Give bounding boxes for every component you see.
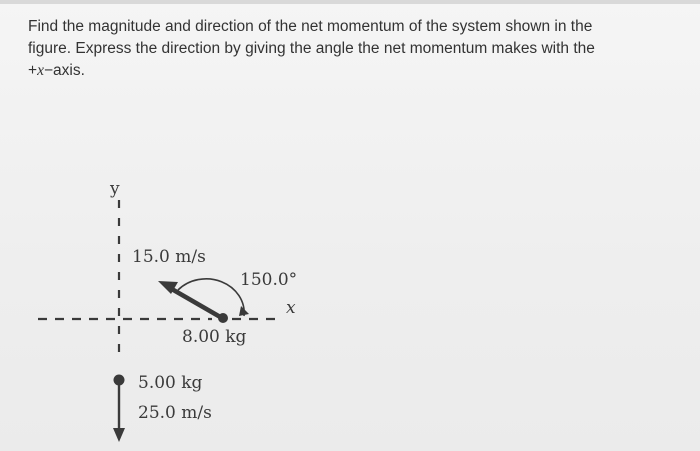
velocity-arrowhead-bottom (113, 428, 125, 442)
problem-line-2: figure. Express the direction by giving the angle the net momentum makes with the (28, 40, 595, 57)
puck-8kg (218, 313, 228, 323)
x-axis-label: x (286, 298, 296, 318)
y-axis-label: y (110, 179, 120, 199)
plus-sign: + (28, 62, 38, 79)
problem-line-1: Find the magnitude and direction of the net momentum of the system shown in the (28, 18, 593, 35)
x-variable: x (37, 62, 44, 79)
top-puck-mass-label: 8.00 kg (182, 327, 247, 347)
puck-5kg (114, 375, 125, 386)
top-puck-speed-label: 15.0 m/s (132, 247, 206, 267)
velocity-vector-top (170, 288, 222, 318)
top-puck-angle-label: 150.0° (240, 270, 298, 290)
bottom-puck-mass-label: 5.00 kg (138, 373, 203, 393)
axis-word: −axis. (43, 62, 85, 79)
bottom-puck-speed-label: 25.0 m/s (138, 403, 212, 423)
